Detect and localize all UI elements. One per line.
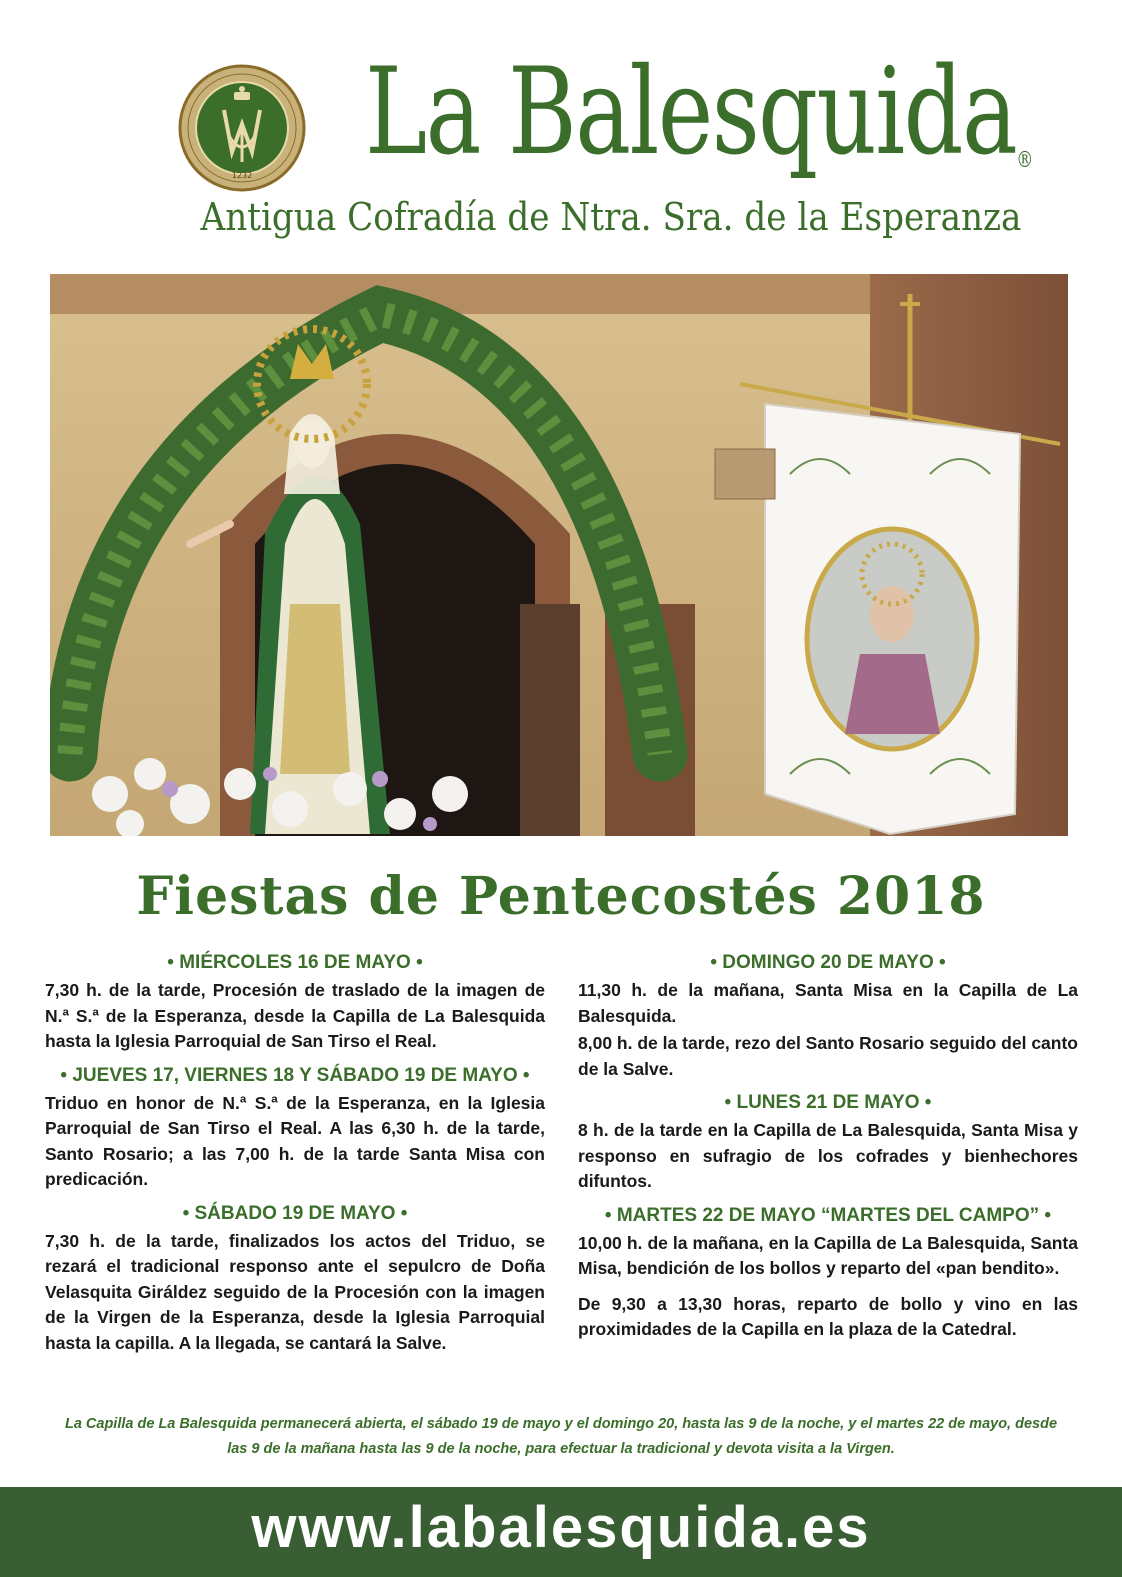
event-description: 11,30 h. de la mañana, Santa Misa en la Capilla de La Balesquida. <box>578 980 1078 1026</box>
event-description: 10,00 h. de la mañana, en la Capilla de La Balesquida, Santa Misa, bendición de los bollos y reparto del «pan bendito». <box>578 1232 1078 1278</box>
event-description: 7,30 h. de la tarde, finalizados los actos del Triduo, se rezará el tradicional responso ante el sepulcro de Doña Velasquita Giráldez seguido de la Procesión con la imagen de la Virgen de la Esperanza, desde la Iglesia Parroquial hasta la capilla. A la llegada, se cantará la Salve. <box>45 1230 545 1353</box>
brand-name: La Balesquida <box>365 43 1017 182</box>
event-heading: • MIÉRCOLES 16 DE MAYO • <box>167 952 423 973</box>
chapel-opening-note: La Capilla de La Balesquida permanecerá abierta, el sábado 19 de mayo y el domingo 20, hasta las 9 de la noche, y el martes 22 de mayo, desde las 9 de la mañana hasta las 9 de la noche, para efectuar la tradicional y devota visita a la Virgen. <box>64 1416 1058 1457</box>
event-heading: • MARTES 22 DE MAYO “MARTES DEL CAMPO” • <box>604 1204 1052 1226</box>
event-title: Fiestas de Pentecostés 2018 <box>136 866 986 927</box>
event-heading: • JUEVES 17, VIERNES 18 Y SÁBADO 19 DE MAYO • <box>60 1064 530 1086</box>
website-link[interactable]: www.labalesquida.es <box>251 1495 871 1560</box>
event-description: 7,30 h. de la tarde, Procesión de traslado de la imagen de N.ª S.ª de la Esperanza, desde la Capilla de La Balesquida hasta la Iglesia Parroquial de San Tirso el Real. <box>45 980 545 1051</box>
svg-text:1232: 1232 <box>231 171 253 180</box>
event-heading: • LUNES 21 DE MAYO • <box>724 1092 932 1113</box>
cofradia-seal-logo <box>178 64 306 192</box>
event-description: Triduo en honor de N.ª S.ª de la Esperanza, en la Iglesia Parroquial de San Tirso el Real. A las 6,30 h. de la tarde, Santo Rosario; a las 7,00 h. de la tarde Santa Misa con predicación. <box>45 1092 545 1189</box>
schedule-right-column <box>578 952 1078 1353</box>
event-description: De 9,30 a 13,30 horas, reparto de bollo y vino en las proximidades de la Capilla en la plaza de la Catedral. <box>578 1293 1078 1339</box>
brand-logotype <box>365 28 1032 198</box>
footer-bar <box>0 1487 1122 1577</box>
event-description: 8 h. de la tarde en la Capilla de La Balesquida, Santa Misa y responso en sufragio de los cofrades y bienhechores difuntos. <box>578 1120 1078 1191</box>
event-description: 8,00 h. de la tarde, rezo del Santo Rosario seguido del canto de la Salve. <box>578 1033 1078 1079</box>
event-heading: • SÁBADO 19 DE MAYO • <box>182 1202 408 1224</box>
brotherhood-subtitle: Antigua Cofradía de Ntra. Sra. de la Esperanza <box>200 195 1022 239</box>
procession-photo <box>50 274 1068 836</box>
event-heading: • DOMINGO 20 DE MAYO • <box>710 952 946 973</box>
schedule-left-column <box>45 952 545 1366</box>
registered-mark: ® <box>1016 148 1032 173</box>
